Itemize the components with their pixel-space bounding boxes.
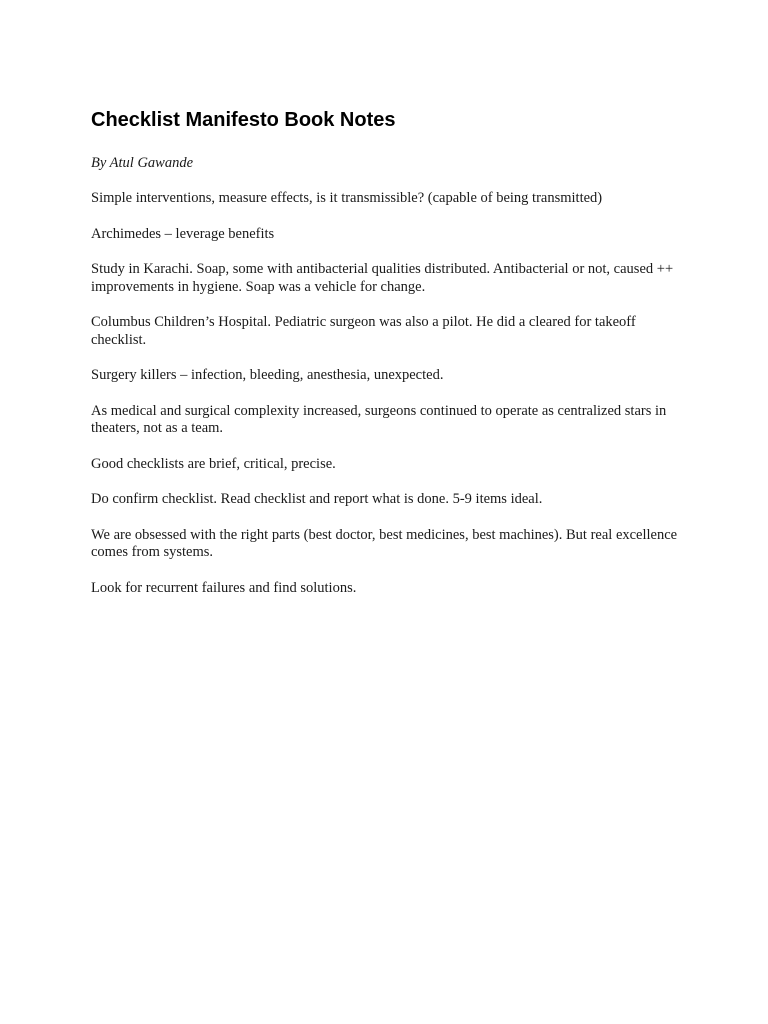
- note-paragraph: We are obsessed with the right parts (best doctor, best medicines, best machines). But real excellence comes from systems.: [91, 526, 678, 560]
- note-paragraph: Look for recurrent failures and find solutions.: [91, 579, 357, 596]
- author-byline: By Atul Gawande: [91, 155, 194, 171]
- note-paragraph: Simple interventions, measure effects, is it transmissible? (capable of being transmitted): [91, 190, 603, 206]
- note-paragraph: Archimedes – leverage benefits: [91, 225, 275, 242]
- note-paragraph: As medical and surgical complexity increased, surgeons continued to operate as centralized stars in theaters, not as a team.: [91, 402, 667, 436]
- note-paragraph: Do confirm checklist. Read checklist and report what is done. 5-9 items ideal.: [91, 491, 543, 507]
- note-paragraph: Good checklists are brief, critical, precise.: [91, 455, 336, 472]
- note-paragraph: Surgery killers – infection, bleeding, anesthesia, unexpected.: [91, 367, 444, 383]
- note-paragraph: Columbus Children’s Hospital. Pediatric surgeon was also a pilot. He did a cleared for takeoff checklist.: [91, 314, 636, 348]
- note-paragraph: Study in Karachi. Soap, some with antibacterial qualities distributed. Antibacterial or not, caused ++ improvements in hygiene. Soap was a vehicle for change.: [91, 261, 674, 295]
- document-body: [91, 106, 683, 615]
- document-title: Checklist Manifesto Book Notes: [91, 109, 396, 131]
